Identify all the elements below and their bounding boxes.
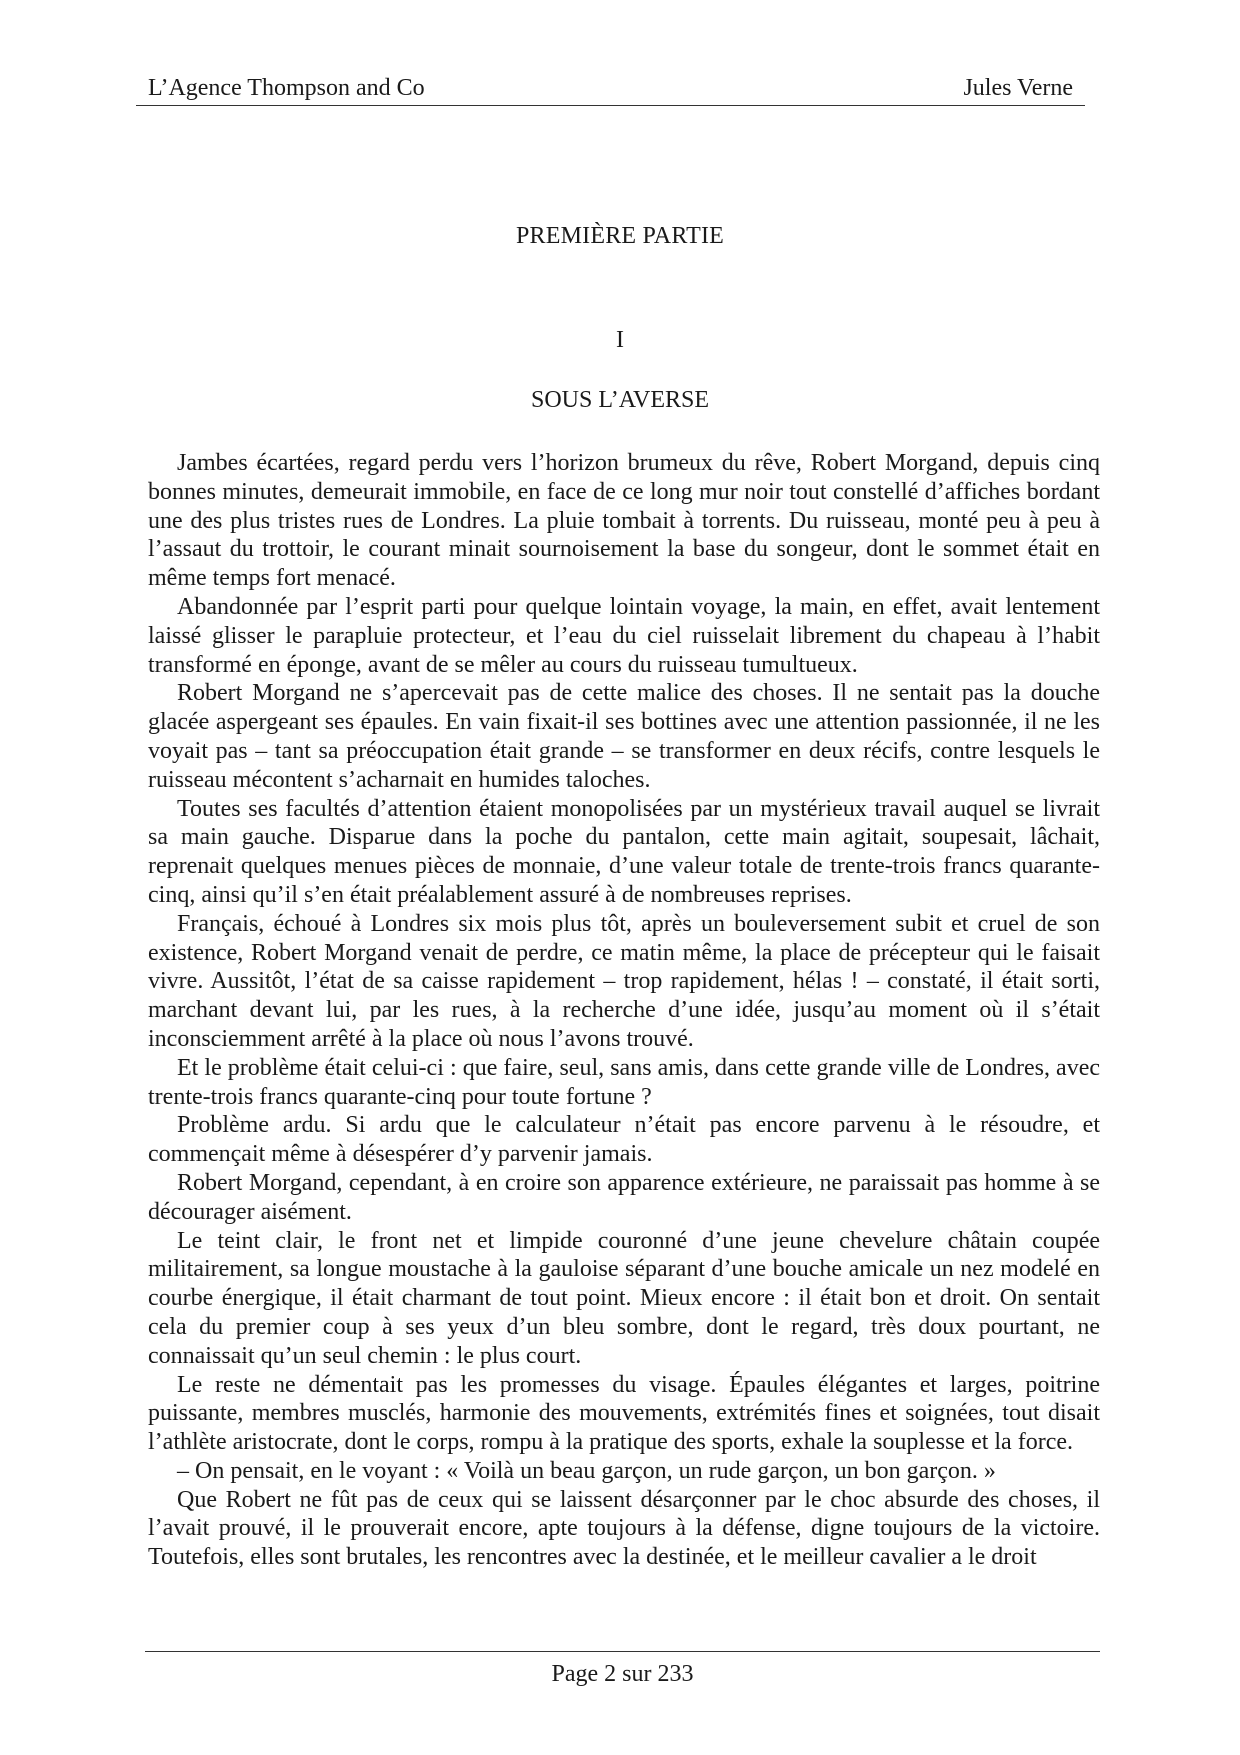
paragraph: Abandonnée par l’esprit parti pour quelque lointain voyage, la main, en effet, avait lentement laissé glisser le parapluie protecteur, et l’eau du ciel ruisselait librement du chapeau à l’habit transformé en éponge, avant de se mêler au cours du ruisseau tumultueux.: [148, 593, 1100, 678]
paragraph: Français, échoué à Londres six mois plus tôt, après un bouleversement subit et cruel de son existence, Robert Morgand venait de perdre, ce matin même, la place de précepteur qui le faisait vivre. Aussitôt, l’état de sa caisse rapidement – trop rapidement, hélas ! – constaté, il était sorti, marchant devant lui, par les rues, à la recherche d’une idée, jusqu’au moment où il s’était inconsciemment arrêté à la place où nous l’avons trouvé.: [148, 910, 1100, 1052]
page-number: Page 2 sur 233: [551, 1661, 694, 1687]
paragraph: Problème ardu. Si ardu que le calculateur n’était pas encore parvenu à le résoudre, et commençait même à désespérer d’y parvenir jamais.: [148, 1112, 1100, 1168]
paragraph: Toutes ses facultés d’attention étaient monopolisées par un mystérieux travail auquel se livrait sa main gauche. Disparue dans la poche du pantalon, cette main agitait, soupesait, lâchait, reprenait quelques menues pièces de monnaie, d’une valeur totale de trente-trois francs quarante-cinq, ainsi qu’il s’en était préalablement assuré à de nombreuses reprises.: [148, 795, 1100, 908]
part-title: PREMIÈRE PARTIE: [515, 223, 725, 249]
paragraph: Le reste ne démentait pas les promesses du visage. Épaules élégantes et larges, poitrine puissante, membres musclés, harmonie des mouvements, extrémités fines et soignées, tout disait l’athlète aristocrate, dont le corps, rompu à la pratique des sports, exhale la souplesse et la force.: [148, 1371, 1100, 1456]
chapter-body: [148, 449, 1100, 1572]
chapter-title: SOUS L’AVERSE: [530, 387, 710, 413]
author-name: Jules Verne: [963, 75, 1073, 101]
paragraph: Et le problème était celui-ci : que faire, seul, sans amis, dans cette grande ville de Londres, avec trente-trois francs quarante-cinq pour toute fortune ?: [148, 1054, 1100, 1110]
paragraph: Robert Morgand ne s’apercevait pas de cette malice des choses. Il ne sentait pas la douche glacée aspergeant ses épaules. En vain fixait-il ses bottines avec une attention passionnée, il ne les voyait pas – tant sa préoccupation était grande – se transformer en deux récifs, contre lesquels le ruisseau mécontent s’acharnait en humides taloches.: [148, 680, 1100, 793]
running-header: [136, 72, 1085, 106]
paragraph: Le teint clair, le front net et limpide couronné d’une jeune chevelure châtain coupée militairement, sa longue moustache à la gauloise séparant d’une bouche amicale un nez modelé en courbe énergique, il était charmant de tout point. Mieux encore : il était bon et droit. On sentait cela du premier coup à ses yeux d’un bleu sombre, dont le regard, très doux pourtant, ne connaissait qu’un seul chemin : le plus court.: [148, 1227, 1100, 1369]
paragraph: Robert Morgand, cependant, à en croire son apparence extérieure, ne paraissait pas homme à se décourager aisément.: [148, 1169, 1100, 1225]
book-title: L’Agence Thompson and Co: [148, 75, 425, 101]
paragraph: – On pensait, en le voyant : « Voilà un beau garçon, un rude garçon, un bon garçon. »: [177, 1457, 996, 1484]
page-footer: [145, 1651, 1100, 1689]
paragraph: Jambes écartées, regard perdu vers l’horizon brumeux du rêve, Robert Morgand, depuis cinq bonnes minutes, demeurait immobile, en face de ce long mur noir tout constellé d’affiches bordant une des plus tristes rues de Londres. La pluie tombait à torrents. Du ruisseau, monté peu à peu à l’assaut du trottoir, le courant minait sournoisement la base du songeur, dont le sommet était en même temps fort menacé.: [148, 450, 1100, 592]
chapter-number: I: [616, 327, 624, 353]
paragraph: Que Robert ne fût pas de ceux qui se laissent désarçonner par le choc absurde des choses, il l’avait prouvé, il le prouverait encore, apte toujours à la défense, digne toujours de la victoire. Toutefois, elles sont brutales, les rencontres avec la destinée, et le meilleur cavalier a le droit: [148, 1486, 1100, 1571]
